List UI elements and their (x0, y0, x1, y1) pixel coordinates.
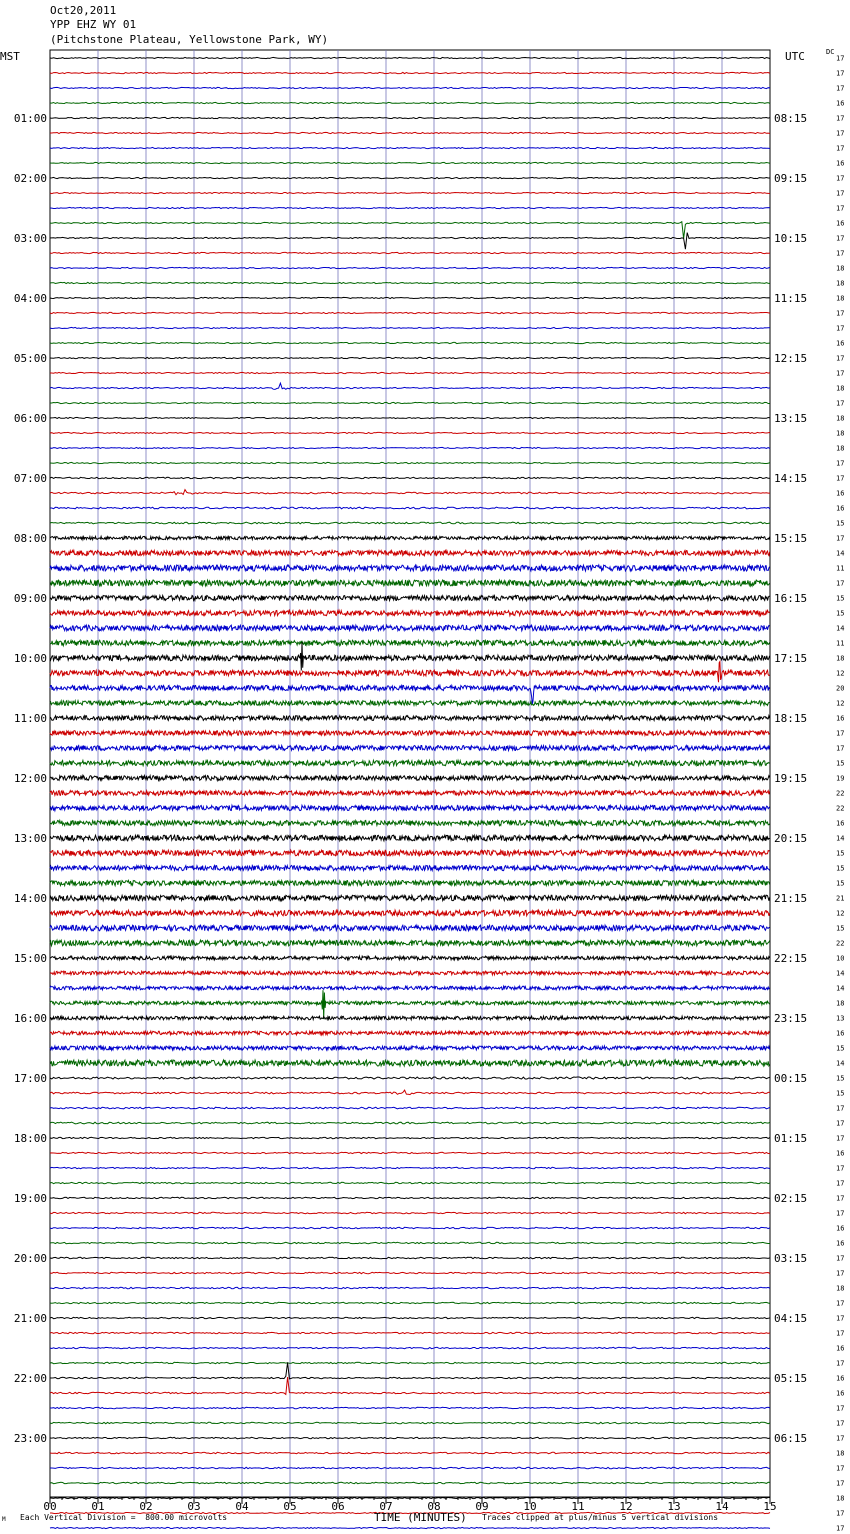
hour-label-left: 23:00 (13, 1432, 47, 1445)
trace-row (50, 1016, 770, 1020)
hour-label-right: 13:15 (774, 412, 808, 425)
trace-row (50, 1272, 770, 1273)
trace-row (50, 716, 770, 721)
trace-row (50, 477, 770, 478)
hour-label-left: 07:00 (13, 472, 47, 485)
trace-row (50, 986, 770, 990)
hour-label-right: 12:15 (774, 352, 808, 365)
row-value-label: 17 (836, 1314, 845, 1323)
trace-row (50, 1212, 770, 1213)
trace-row (50, 342, 770, 343)
row-value-label: 16 (836, 489, 845, 498)
hour-label-right: 17:15 (774, 652, 808, 665)
x-tick-label: 14 (715, 1500, 729, 1513)
row-value-label: 17 (836, 459, 845, 468)
trace-row (50, 940, 770, 946)
dc-label: DC (826, 48, 835, 56)
hour-label-right: 05:15 (774, 1372, 808, 1385)
trace-row (50, 312, 770, 313)
hour-label-right: 06:15 (774, 1432, 808, 1445)
row-value-label: 17 (836, 1299, 845, 1308)
clip-note: Traces clipped at plus/minus 5 vertical divisions (482, 1513, 719, 1522)
x-axis-label: TIME (MINUTES) (374, 1511, 467, 1524)
row-value-label: 18 (836, 1494, 845, 1503)
row-value-label: 16 (836, 219, 845, 228)
row-value-label: 22 (836, 804, 845, 813)
x-tick-label: 04 (235, 1500, 249, 1513)
row-value-label: 14 (836, 834, 845, 843)
hour-label-left: 08:00 (13, 532, 47, 545)
hour-label-left: 03:00 (13, 232, 47, 245)
hour-label-right: 20:15 (774, 832, 808, 845)
trace-row (50, 1482, 770, 1483)
hour-label-right: 18:15 (774, 712, 808, 725)
row-value-label: 15 (836, 864, 845, 873)
row-value-label: 15 (836, 1044, 845, 1053)
row-value-label: 17 (836, 1269, 845, 1278)
hour-label-right: 11:15 (774, 292, 808, 305)
trace-row (50, 447, 770, 448)
row-value-label: 17 (836, 114, 845, 123)
row-value-label: 22 (836, 939, 845, 948)
row-value-label: 16 (836, 1389, 845, 1398)
trace-row (50, 791, 770, 796)
row-value-label: 20 (836, 684, 845, 693)
trace-row (50, 701, 770, 706)
trace-row (50, 1422, 770, 1423)
x-tick-label: 15 (763, 1500, 777, 1513)
trace-row (50, 1467, 770, 1468)
row-value-label: 17 (836, 729, 845, 738)
x-tick-label: 12 (619, 1500, 633, 1513)
x-tick-label: 01 (91, 1500, 105, 1513)
trace-row (50, 252, 770, 253)
hour-label-right: 09:15 (774, 172, 808, 185)
row-value-label: 17 (836, 1209, 845, 1218)
row-value-label: 15 (836, 1074, 845, 1083)
trace-row (50, 595, 770, 600)
hour-label-right: 08:15 (774, 112, 808, 125)
hour-label-left: 16:00 (13, 1012, 47, 1025)
hour-label-right: 10:15 (774, 232, 808, 245)
row-value-label: 17 (836, 144, 845, 153)
row-value-label: 17 (836, 474, 845, 483)
row-value-label: 11 (836, 639, 845, 648)
row-value-label: 16 (836, 1029, 845, 1038)
trace-row (50, 865, 770, 870)
row-value-label: 15 (836, 609, 845, 618)
hour-label-right: 21:15 (774, 892, 808, 905)
corner-mark: M (2, 1516, 6, 1523)
hour-label-right: 15:15 (774, 532, 808, 545)
row-value-label: 18 (836, 444, 845, 453)
row-value-label: 17 (836, 84, 845, 93)
trace-row (50, 835, 770, 841)
trace-row (50, 432, 770, 433)
row-value-label: 17 (836, 129, 845, 138)
row-value-label: 17 (836, 1479, 845, 1488)
row-value-label: 15 (836, 594, 845, 603)
trace-row (50, 162, 770, 163)
hour-label-left: 22:00 (13, 1372, 47, 1385)
x-tick-label: 07 (379, 1500, 393, 1513)
row-value-label: 17 (836, 1524, 845, 1533)
station-code: YPP EHZ WY 01 (50, 18, 137, 31)
row-value-label: 18 (836, 999, 845, 1008)
trace-row (50, 760, 770, 765)
row-value-label: 17 (836, 1464, 845, 1473)
x-tick-label: 13 (667, 1500, 681, 1513)
trace-row (50, 880, 770, 885)
trace-row (50, 745, 770, 750)
row-value-label: 18 (836, 1284, 845, 1293)
row-value-label: 14 (836, 624, 845, 633)
trace-row (50, 990, 770, 1019)
row-value-label: 17 (836, 1179, 845, 1188)
x-tick-label: 02 (139, 1500, 153, 1513)
row-value-label: 18 (836, 654, 845, 663)
x-tick-label: 00 (43, 1500, 57, 1513)
x-tick-label: 08 (427, 1500, 441, 1513)
hour-label-right: 23:15 (774, 1012, 808, 1025)
row-value-label: 15 (836, 879, 845, 888)
row-value-label: 17 (836, 54, 845, 63)
hour-label-left: 20:00 (13, 1252, 47, 1265)
trace-row (50, 1452, 770, 1453)
trace-row (50, 207, 770, 208)
hour-label-right: 19:15 (774, 772, 808, 785)
row-value-label: 16 (836, 1149, 845, 1158)
trace-row (50, 417, 770, 418)
trace-row (50, 57, 770, 58)
row-value-label: 19 (836, 774, 845, 783)
row-value-label: 17 (836, 309, 845, 318)
hour-label-left: 17:00 (13, 1072, 47, 1085)
trace-row (50, 87, 770, 88)
trace-row (50, 1152, 770, 1153)
hour-label-right: 04:15 (774, 1312, 808, 1325)
row-value-label: 14 (836, 969, 845, 978)
trace-row (50, 1377, 770, 1394)
row-value-label: 12 (836, 669, 845, 678)
hour-label-right: 14:15 (774, 472, 808, 485)
hour-label-right: 16:15 (774, 592, 808, 605)
trace-row (50, 192, 770, 193)
trace-row (50, 383, 770, 389)
row-value-label: 12 (836, 699, 845, 708)
trace-row (50, 282, 770, 283)
trace-row (50, 850, 770, 856)
hour-label-right: 02:15 (774, 1192, 808, 1205)
trace-row (50, 177, 770, 178)
trace-row (50, 147, 770, 148)
trace-row (50, 357, 770, 358)
row-value-label: 17 (836, 189, 845, 198)
trace-row (50, 1031, 770, 1035)
row-value-label: 17 (836, 174, 845, 183)
hour-label-right: 03:15 (774, 1252, 808, 1265)
row-value-label: 17 (836, 1164, 845, 1173)
row-value-label: 17 (836, 1509, 845, 1518)
trace-row (50, 372, 770, 373)
x-tick-label: 05 (283, 1500, 297, 1513)
trace-row (50, 536, 770, 539)
row-value-label: 17 (836, 1119, 845, 1128)
trace-row (50, 642, 770, 671)
row-value-label: 17 (836, 579, 845, 588)
row-value-label: 17 (836, 204, 845, 213)
row-value-label: 17 (836, 1359, 845, 1368)
trace-row (50, 222, 770, 239)
trace-row (50, 1302, 770, 1303)
trace-row (50, 971, 770, 975)
plot-frame (50, 50, 770, 1497)
row-value-label: 16 (836, 1224, 845, 1233)
row-value-label: 18 (836, 264, 845, 273)
trace-row (50, 550, 770, 555)
hour-label-left: 10:00 (13, 652, 47, 665)
trace-row (50, 1167, 770, 1168)
trace-row (50, 490, 770, 495)
hour-label-left: 09:00 (13, 592, 47, 605)
x-tick-label: 06 (331, 1500, 345, 1513)
trace-row (50, 1347, 770, 1348)
trace-row (50, 327, 770, 328)
hour-label-right: 01:15 (774, 1132, 808, 1145)
trace-row (50, 233, 770, 250)
trace-row (50, 522, 770, 524)
hour-label-left: 04:00 (13, 292, 47, 305)
row-value-label: 15 (836, 519, 845, 528)
trace-row (50, 1407, 770, 1408)
row-value-label: 11 (836, 564, 845, 573)
trace-row (50, 640, 770, 646)
trace-row (50, 72, 770, 73)
row-value-label: 16 (836, 714, 845, 723)
scale-note: Each Vertical Division = 800.00 microvolts (20, 1513, 228, 1522)
row-value-label: 17 (836, 1254, 845, 1263)
row-value-label: 17 (836, 1104, 845, 1113)
hour-label-left: 21:00 (13, 1312, 47, 1325)
trace-row (50, 1107, 770, 1109)
x-tick-label: 11 (571, 1500, 585, 1513)
trace-row (50, 1317, 770, 1318)
row-value-label: 16 (836, 819, 845, 828)
row-value-label: 17 (836, 744, 845, 753)
row-value-label: 21 (836, 894, 845, 903)
trace-row (50, 1332, 770, 1333)
trace-row (50, 402, 770, 403)
hour-label-left: 01:00 (13, 112, 47, 125)
row-value-label: 22 (836, 789, 845, 798)
row-value-label: 17 (836, 1134, 845, 1143)
hour-label-left: 06:00 (13, 412, 47, 425)
trace-row (50, 462, 770, 463)
hour-label-left: 15:00 (13, 952, 47, 965)
trace-row (50, 956, 770, 960)
trace-row (50, 776, 770, 781)
trace-row (50, 297, 770, 298)
row-value-label: 17 (836, 534, 845, 543)
trace-row (50, 1242, 770, 1243)
timezone-left-label: MST (0, 50, 20, 63)
trace-row (50, 102, 770, 103)
row-value-label: 18 (836, 279, 845, 288)
row-value-label: 14 (836, 984, 845, 993)
trace-row (50, 1362, 770, 1379)
trace-row (50, 1227, 770, 1228)
row-value-label: 17 (836, 1329, 845, 1338)
trace-row (50, 565, 770, 571)
trace-row (50, 1090, 770, 1095)
trace-row (50, 1060, 770, 1066)
row-value-label: 18 (836, 384, 845, 393)
trace-row (50, 731, 770, 736)
row-value-label: 16 (836, 1344, 845, 1353)
trace-row (50, 1287, 770, 1288)
station-location: (Pitchstone Plateau, Yellowstone Park, WY) (50, 33, 329, 46)
trace-row (50, 507, 770, 509)
plot-date: Oct20,2011 (50, 4, 117, 17)
row-value-label: 17 (836, 234, 845, 243)
row-value-label: 17 (836, 369, 845, 378)
trace-row (50, 1122, 770, 1124)
row-value-label: 17 (836, 1404, 845, 1413)
hour-label-right: 22:15 (774, 952, 808, 965)
hour-label-left: 12:00 (13, 772, 47, 785)
trace-row (50, 1527, 770, 1528)
row-value-label: 18 (836, 414, 845, 423)
row-value-label: 18 (836, 1449, 845, 1458)
hour-label-left: 05:00 (13, 352, 47, 365)
row-value-label: 17 (836, 249, 845, 258)
x-tick-label: 10 (523, 1500, 537, 1513)
row-value-label: 13 (836, 1014, 845, 1023)
trace-row (50, 1197, 770, 1198)
row-value-label: 17 (836, 1419, 845, 1428)
row-value-label: 17 (836, 69, 845, 78)
trace-row (50, 820, 770, 825)
trace-row (50, 1437, 770, 1438)
hour-label-left: 14:00 (13, 892, 47, 905)
trace-row (50, 117, 770, 118)
row-value-label: 16 (836, 1239, 845, 1248)
trace-row (50, 662, 770, 683)
hour-label-left: 02:00 (13, 172, 47, 185)
row-value-label: 14 (836, 549, 845, 558)
row-value-label: 14 (836, 1059, 845, 1068)
row-value-label: 16 (836, 1374, 845, 1383)
row-value-label: 18 (836, 429, 845, 438)
trace-row (50, 895, 770, 901)
row-value-label: 16 (836, 99, 845, 108)
row-value-label: 15 (836, 1089, 845, 1098)
trace-row (50, 1046, 770, 1050)
trace-row (50, 1362, 770, 1363)
row-value-label: 16 (836, 504, 845, 513)
hour-label-left: 13:00 (13, 832, 47, 845)
row-value-label: 17 (836, 1434, 845, 1443)
row-value-label: 16 (836, 159, 845, 168)
row-value-label: 15 (836, 849, 845, 858)
trace-row (50, 925, 770, 931)
row-value-label: 16 (836, 339, 845, 348)
timezone-right-label: UTC (785, 50, 805, 63)
row-value-label: 10 (836, 954, 845, 963)
trace-row (50, 685, 770, 704)
row-value-label: 12 (836, 909, 845, 918)
trace-row (50, 132, 770, 133)
trace-row (50, 625, 770, 631)
trace-row (50, 267, 770, 268)
trace-row (50, 610, 770, 615)
hour-label-left: 18:00 (13, 1132, 47, 1145)
trace-row (50, 805, 770, 810)
row-value-label: 15 (836, 924, 845, 933)
trace-row (50, 910, 770, 916)
row-value-label: 18 (836, 294, 845, 303)
trace-row (50, 1077, 770, 1079)
x-tick-label: 09 (475, 1500, 489, 1513)
row-value-label: 17 (836, 354, 845, 363)
trace-row (50, 1137, 770, 1138)
row-value-label: 17 (836, 399, 845, 408)
row-value-label: 15 (836, 759, 845, 768)
hour-label-left: 19:00 (13, 1192, 47, 1205)
row-value-label: 17 (836, 1194, 845, 1203)
trace-row (50, 580, 770, 586)
hour-label-left: 11:00 (13, 712, 47, 725)
trace-row (50, 1257, 770, 1258)
trace-row (50, 1182, 770, 1183)
hour-label-right: 00:15 (774, 1072, 808, 1085)
row-value-label: 17 (836, 324, 845, 333)
x-tick-label: 03 (187, 1500, 201, 1513)
